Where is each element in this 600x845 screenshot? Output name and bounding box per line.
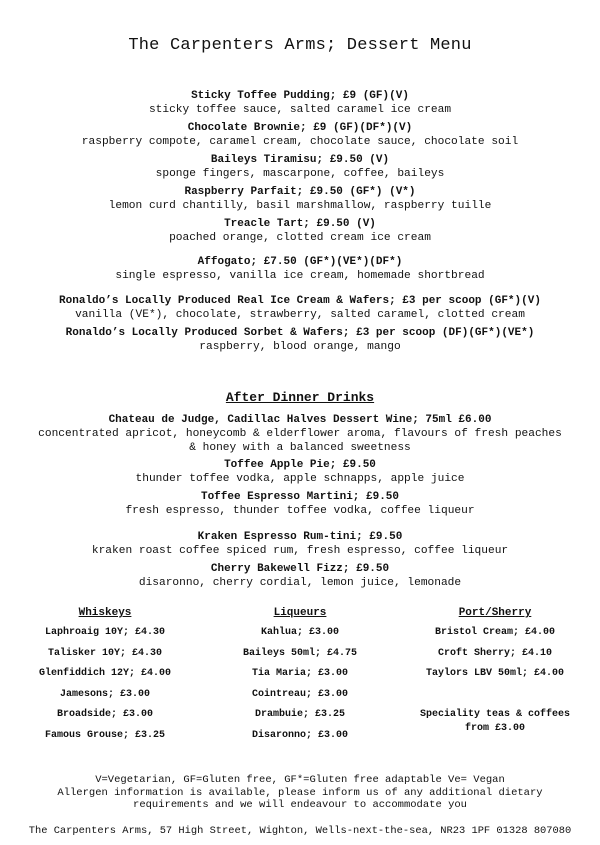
dessert-desc: vanilla (VE*), chocolate, strawberry, salted caramel, clotted cream	[75, 309, 525, 321]
drink-desc: kraken roast coffee spiced rum, fresh espresso, coffee liqueur	[91, 545, 509, 557]
port-sherry-item: Croft Sherry; £4.10	[437, 647, 553, 659]
whiskey-item: Jamesons; £3.00	[59, 688, 150, 700]
liqueur-item: Tia Maria; £3.00	[251, 668, 348, 679]
allergen-note-continued: requirements and we will endeavour to accommodate you	[133, 799, 467, 811]
dessert-item	[0, 326, 600, 354]
whiskeys-column	[25, 607, 185, 749]
drink-desc-continued: & honey with a balanced sweetness	[189, 442, 411, 454]
drink-name: Toffee Apple Pie; £9.50	[224, 459, 376, 471]
dessert-desc: raspberry compote, caramel cream, chocolate sauce, chocolate soil	[81, 136, 519, 148]
address-footer: The Carpenters Arms, 57 High Street, Wighton, Wells-next-the-sea, NR23 1PF 01328 807080	[28, 825, 572, 837]
drink-item	[0, 530, 600, 558]
drink-name: Toffee Espresso Martini; £9.50	[200, 491, 400, 503]
drink-name: Kraken Espresso Rum-tini; £9.50	[197, 531, 403, 543]
liqueur-item: Baileys 50ml; £4.75	[242, 647, 358, 659]
dessert-desc: lemon curd chantilly, basil marshmallow, raspberry tuille	[108, 200, 492, 212]
dessert-desc: sponge fingers, mascarpone, coffee, baileys	[155, 168, 445, 180]
dessert-desc: poached orange, clotted cream ice cream	[169, 232, 431, 244]
drink-item	[0, 562, 600, 590]
drink-item	[0, 490, 600, 518]
dessert-name: Sticky Toffee Pudding; £9 (GF)(V)	[191, 90, 409, 102]
liqueur-item: Kahlua; £3.00	[260, 627, 339, 638]
dietary-key: V=Vegetarian, GF=Gluten free, GF*=Gluten free adaptable Ve= Vegan	[95, 774, 505, 786]
dietary-footnote	[0, 774, 600, 812]
drink-desc: disaronno, cherry cordial, lemon juice, lemonade	[138, 577, 462, 589]
dessert-item	[0, 255, 600, 283]
dessert-desc: raspberry, blood orange, mango	[199, 341, 401, 353]
dessert-item	[0, 185, 600, 213]
dessert-item	[0, 89, 600, 117]
whiskey-item: Laphroaig 10Y; £4.30	[44, 627, 166, 638]
whiskeys-heading: Whiskeys	[78, 607, 132, 619]
dessert-item	[0, 121, 600, 149]
liqueurs-column	[225, 607, 375, 749]
dessert-name: Raspberry Parfait; £9.50 (GF*) (V*)	[184, 186, 416, 198]
dessert-desc: single espresso, vanilla ice cream, homemade shortbread	[115, 270, 485, 282]
drink-desc: thunder toffee vodka, apple schnapps, apple juice	[135, 473, 465, 485]
drink-name: Cherry Bakewell Fizz; £9.50	[210, 563, 390, 575]
speciality-teas-line: Speciality teas & coffees	[419, 709, 571, 720]
whiskey-item: Famous Grouse; £3.25	[44, 729, 166, 741]
dessert-name: Ronaldo’s Locally Produced Sorbet & Wafers; £3 per scoop (DF)(GF*)(VE*)	[65, 327, 535, 339]
drink-name: Chateau de Judge, Cadillac Halves Dessert Wine; 75ml £6.00	[108, 414, 492, 426]
liqueurs-heading: Liqueurs	[273, 607, 327, 619]
port-sherry-item: Bristol Cream; £4.00	[434, 627, 556, 638]
dessert-name: Treacle Tart; £9.50 (V)	[224, 218, 376, 230]
whiskey-item: Broadside; £3.00	[56, 709, 153, 720]
port-sherry-item: Taylors LBV 50ml; £4.00	[425, 668, 565, 679]
dessert-item	[0, 153, 600, 181]
speciality-teas-price: from £3.00	[464, 723, 525, 734]
allergen-note: Allergen information is available, please inform us of any additional dietary	[57, 786, 543, 799]
drink-item	[0, 458, 600, 486]
dessert-item	[0, 294, 600, 322]
dessert-name: Chocolate Brownie; £9 (GF)(DF*)(V)	[187, 122, 413, 134]
liqueur-item: Cointreau; £3.00	[251, 688, 348, 700]
page-title: The Carpenters Arms; Dessert Menu	[128, 36, 472, 55]
drink-desc: concentrated apricot, honeycomb & elderflower aroma, flavours of fresh peaches	[38, 428, 562, 440]
liqueur-item: Drambuie; £3.25	[254, 709, 345, 720]
dessert-name: Affogato; £7.50 (GF*)(VE*)(DF*)	[197, 256, 403, 268]
dessert-item	[0, 217, 600, 245]
drinks-section-title: After Dinner Drinks	[225, 390, 375, 405]
liqueur-item: Disaronno; £3.00	[251, 729, 348, 741]
port-sherry-column	[405, 607, 585, 736]
drink-desc: fresh espresso, thunder toffee vodka, coffee liqueur	[125, 505, 475, 517]
port-sherry-heading: Port/Sherry	[458, 607, 532, 619]
whiskey-item: Glenfiddich 12Y; £4.00	[38, 668, 172, 679]
drink-item	[0, 413, 600, 455]
dessert-name: Ronaldo’s Locally Produced Real Ice Cream & Wafers; £3 per scoop (GF*)(V)	[59, 295, 541, 307]
dessert-name: Baileys Tiramisu; £9.50 (V)	[210, 154, 390, 166]
whiskey-item: Talisker 10Y; £4.30	[47, 647, 163, 659]
dessert-desc: sticky toffee sauce, salted caramel ice cream	[148, 104, 452, 116]
